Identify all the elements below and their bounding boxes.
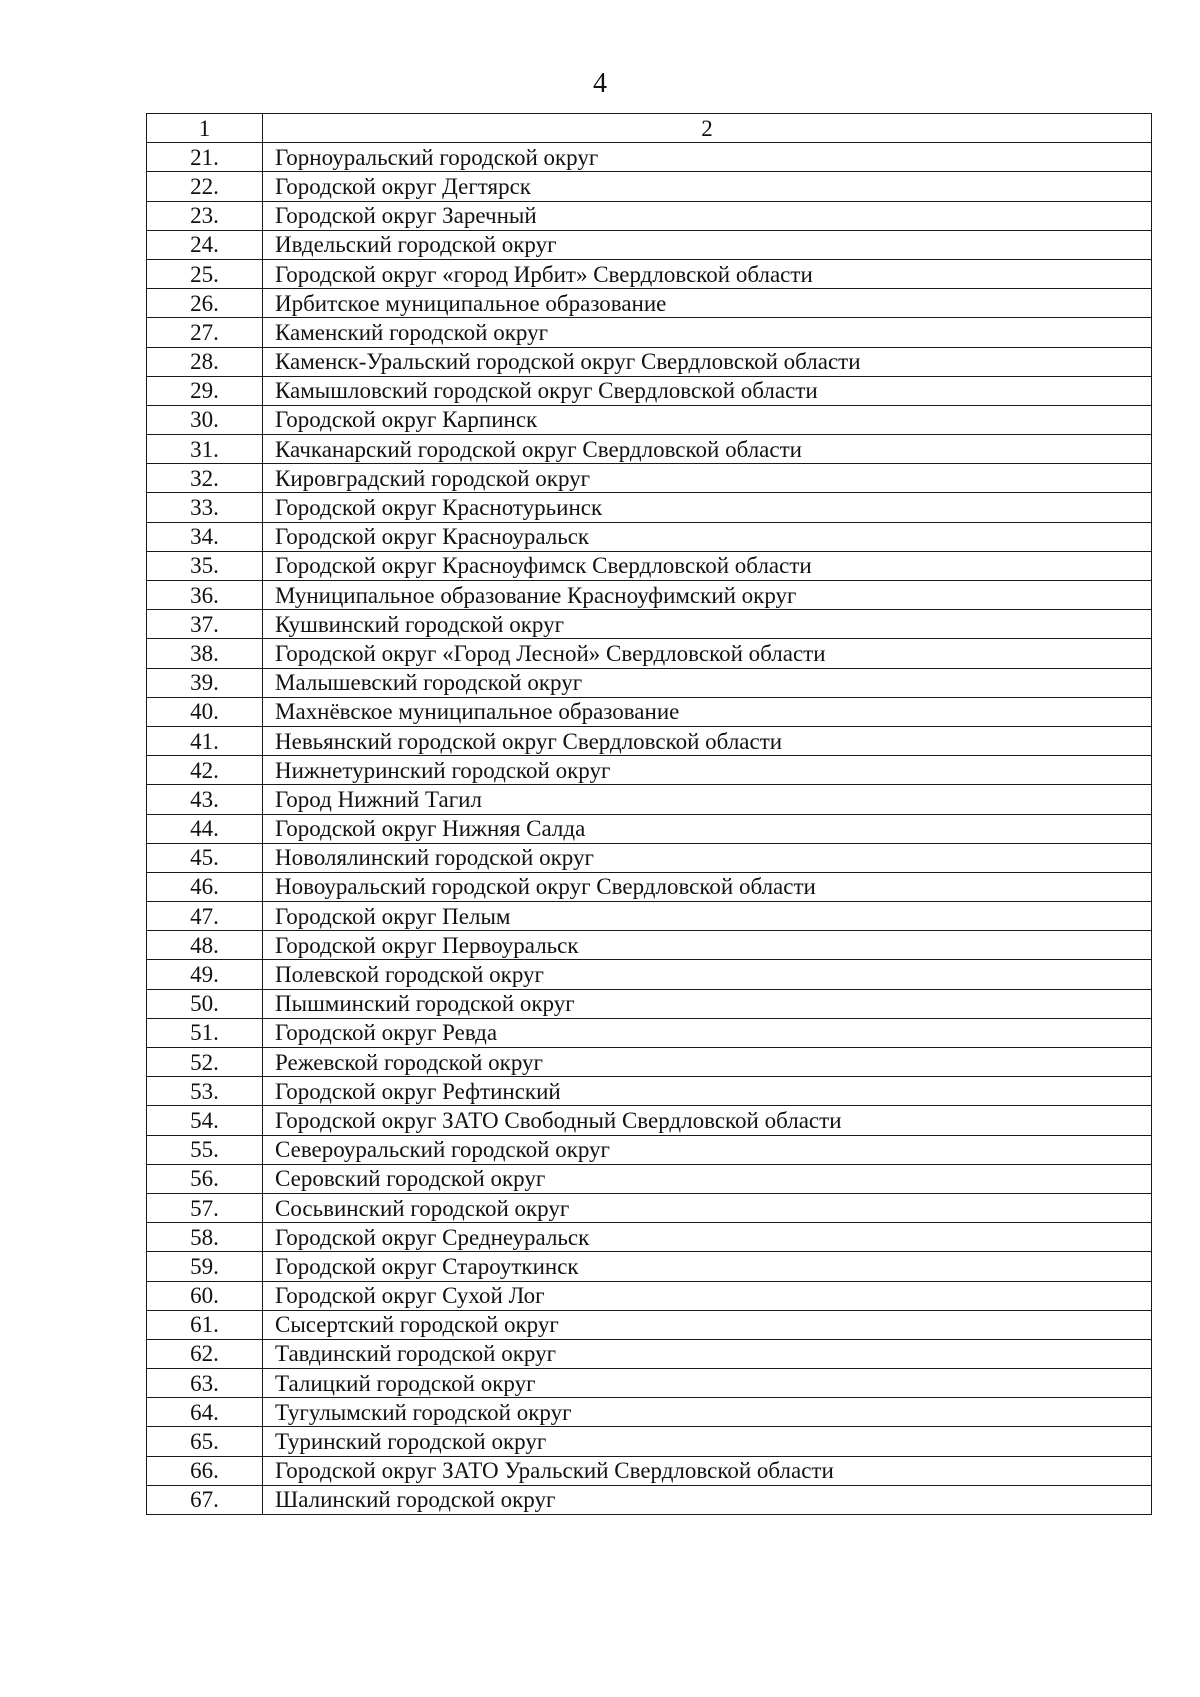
row-number-cell: 28. bbox=[147, 347, 263, 376]
table-row bbox=[147, 1106, 1152, 1135]
municipality-name-cell: Городской округ Рефтинский bbox=[263, 1077, 1152, 1106]
municipality-name-cell: Режевской городской округ bbox=[263, 1048, 1152, 1077]
table-row bbox=[147, 639, 1152, 668]
table-row bbox=[147, 143, 1152, 172]
municipality-name-cell: Муниципальное образование Красноуфимский округ bbox=[263, 581, 1152, 610]
row-number-cell: 25. bbox=[147, 259, 263, 288]
municipality-name-cell: Малышевский городской округ bbox=[263, 668, 1152, 697]
table-row bbox=[147, 843, 1152, 872]
row-number-cell: 48. bbox=[147, 931, 263, 960]
row-number-cell: 37. bbox=[147, 610, 263, 639]
table-row bbox=[147, 697, 1152, 726]
row-number-cell: 63. bbox=[147, 1369, 263, 1398]
row-number-cell: 26. bbox=[147, 289, 263, 318]
row-number-cell: 30. bbox=[147, 405, 263, 434]
row-number-cell: 64. bbox=[147, 1398, 263, 1427]
row-number-cell: 38. bbox=[147, 639, 263, 668]
municipality-name-cell: Туринский городской округ bbox=[263, 1427, 1152, 1456]
row-number-cell: 46. bbox=[147, 872, 263, 901]
municipality-name-cell: Городской округ Среднеуральск bbox=[263, 1223, 1152, 1252]
table-row bbox=[147, 493, 1152, 522]
municipality-name-cell: Городской округ Первоуральск bbox=[263, 931, 1152, 960]
row-number-cell: 54. bbox=[147, 1106, 263, 1135]
row-number-cell: 44. bbox=[147, 814, 263, 843]
table-row bbox=[147, 931, 1152, 960]
municipality-name-cell: Камышловский городской округ Свердловской области bbox=[263, 376, 1152, 405]
row-number-cell: 66. bbox=[147, 1456, 263, 1485]
municipality-name-cell: Городской округ Ревда bbox=[263, 1018, 1152, 1047]
municipality-name-cell: Городской округ Карпинск bbox=[263, 405, 1152, 434]
table-row bbox=[147, 1193, 1152, 1222]
table-row bbox=[147, 435, 1152, 464]
municipality-name-cell: Невьянский городской округ Свердловской области bbox=[263, 726, 1152, 755]
municipality-name-cell: Городской округ Сухой Лог bbox=[263, 1281, 1152, 1310]
row-number-cell: 67. bbox=[147, 1485, 263, 1514]
table-row bbox=[147, 756, 1152, 785]
municipality-name-cell: Городской округ ЗАТО Свободный Свердловской области bbox=[263, 1106, 1152, 1135]
table-row bbox=[147, 960, 1152, 989]
row-number-cell: 27. bbox=[147, 318, 263, 347]
table-row bbox=[147, 785, 1152, 814]
row-number-cell: 21. bbox=[147, 143, 263, 172]
table-row bbox=[147, 1252, 1152, 1281]
row-number-cell: 60. bbox=[147, 1281, 263, 1310]
table-row bbox=[147, 522, 1152, 551]
municipality-name-cell: Серовский городской округ bbox=[263, 1164, 1152, 1193]
row-number-cell: 24. bbox=[147, 230, 263, 259]
row-number-cell: 41. bbox=[147, 726, 263, 755]
row-number-cell: 52. bbox=[147, 1048, 263, 1077]
table-row bbox=[147, 1077, 1152, 1106]
table-row bbox=[147, 464, 1152, 493]
row-number-cell: 22. bbox=[147, 172, 263, 201]
municipality-name-cell: Полевской городской округ bbox=[263, 960, 1152, 989]
table-body bbox=[147, 114, 1152, 1515]
row-number-cell: 61. bbox=[147, 1310, 263, 1339]
municipality-name-cell: Сосьвинский городской округ bbox=[263, 1193, 1152, 1222]
table-row bbox=[147, 668, 1152, 697]
municipality-name-cell: Городской округ Красноуральск bbox=[263, 522, 1152, 551]
row-number-cell: 40. bbox=[147, 697, 263, 726]
municipality-name-cell: Пышминский городской округ bbox=[263, 989, 1152, 1018]
table-row bbox=[147, 610, 1152, 639]
row-number-cell: 47. bbox=[147, 902, 263, 931]
municipality-name-cell: Городской округ Нижняя Салда bbox=[263, 814, 1152, 843]
municipality-name-cell: Новолялинский городской округ bbox=[263, 843, 1152, 872]
row-number-cell: 62. bbox=[147, 1339, 263, 1368]
municipality-name-cell: Каменский городской округ bbox=[263, 318, 1152, 347]
row-number-cell: 43. bbox=[147, 785, 263, 814]
municipality-name-cell: Городской округ Заречный bbox=[263, 201, 1152, 230]
table-row bbox=[147, 814, 1152, 843]
table-row bbox=[147, 1369, 1152, 1398]
row-number-cell: 49. bbox=[147, 960, 263, 989]
municipality-table bbox=[146, 113, 1152, 1515]
table-row bbox=[147, 726, 1152, 755]
municipality-name-cell: Городской округ Староуткинск bbox=[263, 1252, 1152, 1281]
municipality-name-cell: Каменск-Уральский городской округ Свердловской области bbox=[263, 347, 1152, 376]
table-row bbox=[147, 989, 1152, 1018]
municipality-name-cell: Шалинский городской округ bbox=[263, 1485, 1152, 1514]
table-row bbox=[147, 1135, 1152, 1164]
row-number-cell: 23. bbox=[147, 201, 263, 230]
table-row bbox=[147, 1310, 1152, 1339]
municipality-name-cell: Городской округ Дегтярск bbox=[263, 172, 1152, 201]
table-row bbox=[147, 872, 1152, 901]
municipality-name-cell: Городской округ «Город Лесной» Свердловской области bbox=[263, 639, 1152, 668]
table-row bbox=[147, 289, 1152, 318]
table-row bbox=[147, 1339, 1152, 1368]
municipality-name-cell: Кушвинский городской округ bbox=[263, 610, 1152, 639]
table-row bbox=[147, 1018, 1152, 1047]
row-number-cell: 53. bbox=[147, 1077, 263, 1106]
table-row bbox=[147, 230, 1152, 259]
municipality-name-cell: Городской округ Краснотурьинск bbox=[263, 493, 1152, 522]
table-row bbox=[147, 1456, 1152, 1485]
table-row bbox=[147, 1048, 1152, 1077]
column-header-name: 2 bbox=[263, 114, 1152, 143]
municipality-name-cell: Городской округ Пелым bbox=[263, 902, 1152, 931]
table-header-row bbox=[147, 114, 1152, 143]
municipality-name-cell: Горноуральский городской округ bbox=[263, 143, 1152, 172]
municipality-name-cell: Городской округ ЗАТО Уральский Свердловской области bbox=[263, 1456, 1152, 1485]
row-number-cell: 34. bbox=[147, 522, 263, 551]
municipality-name-cell: Городской округ «город Ирбит» Свердловской области bbox=[263, 259, 1152, 288]
row-number-cell: 36. bbox=[147, 581, 263, 610]
row-number-cell: 32. bbox=[147, 464, 263, 493]
municipality-name-cell: Талицкий городской округ bbox=[263, 1369, 1152, 1398]
municipality-name-cell: Городской округ Красноуфимск Свердловской области bbox=[263, 551, 1152, 580]
municipality-name-cell: Нижнетуринский городской округ bbox=[263, 756, 1152, 785]
table-row bbox=[147, 1281, 1152, 1310]
row-number-cell: 31. bbox=[147, 435, 263, 464]
row-number-cell: 59. bbox=[147, 1252, 263, 1281]
municipality-name-cell: Город Нижний Тагил bbox=[263, 785, 1152, 814]
municipality-name-cell: Североуральский городской округ bbox=[263, 1135, 1152, 1164]
table-row bbox=[147, 201, 1152, 230]
table-row bbox=[147, 551, 1152, 580]
row-number-cell: 39. bbox=[147, 668, 263, 697]
row-number-cell: 58. bbox=[147, 1223, 263, 1252]
table-row bbox=[147, 1223, 1152, 1252]
row-number-cell: 65. bbox=[147, 1427, 263, 1456]
municipality-name-cell: Кировградский городской округ bbox=[263, 464, 1152, 493]
municipality-name-cell: Тугулымский городской округ bbox=[263, 1398, 1152, 1427]
row-number-cell: 50. bbox=[147, 989, 263, 1018]
municipality-name-cell: Качканарский городской округ Свердловской области bbox=[263, 435, 1152, 464]
table-row bbox=[147, 259, 1152, 288]
row-number-cell: 29. bbox=[147, 376, 263, 405]
row-number-cell: 51. bbox=[147, 1018, 263, 1047]
table-row bbox=[147, 318, 1152, 347]
table-row bbox=[147, 902, 1152, 931]
municipality-name-cell: Новоуральский городской округ Свердловской области bbox=[263, 872, 1152, 901]
table-row bbox=[147, 172, 1152, 201]
table-row bbox=[147, 581, 1152, 610]
row-number-cell: 35. bbox=[147, 551, 263, 580]
row-number-cell: 56. bbox=[147, 1164, 263, 1193]
row-number-cell: 45. bbox=[147, 843, 263, 872]
row-number-cell: 33. bbox=[147, 493, 263, 522]
municipality-name-cell: Махнёвское муниципальное образование bbox=[263, 697, 1152, 726]
table-row bbox=[147, 347, 1152, 376]
row-number-cell: 57. bbox=[147, 1193, 263, 1222]
table-row bbox=[147, 405, 1152, 434]
table-row bbox=[147, 1427, 1152, 1456]
table-row bbox=[147, 1164, 1152, 1193]
table-row bbox=[147, 1485, 1152, 1514]
column-header-number: 1 bbox=[147, 114, 263, 143]
table-row bbox=[147, 1398, 1152, 1427]
table-row bbox=[147, 376, 1152, 405]
municipality-name-cell: Сысертский городской округ bbox=[263, 1310, 1152, 1339]
page-number: 4 bbox=[593, 68, 607, 99]
municipality-name-cell: Ирбитское муниципальное образование bbox=[263, 289, 1152, 318]
row-number-cell: 42. bbox=[147, 756, 263, 785]
row-number-cell: 55. bbox=[147, 1135, 263, 1164]
municipality-name-cell: Ивдельский городской округ bbox=[263, 230, 1152, 259]
municipality-name-cell: Тавдинский городской округ bbox=[263, 1339, 1152, 1368]
